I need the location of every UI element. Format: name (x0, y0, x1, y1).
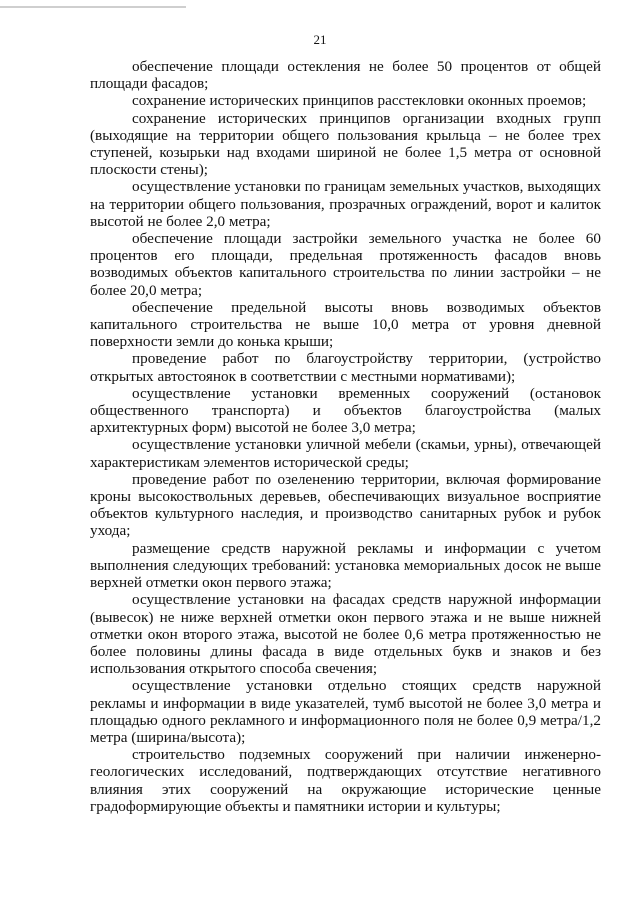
paragraph: обеспечение площади застройки земельного участка не более 60 процентов его площади, предельная протяженность фасадов вновь возводимых объектов капитального строительства по линии застройки – не более 20,0 метра; (90, 230, 601, 299)
top-rule (0, 6, 186, 8)
document-body (90, 58, 601, 815)
paragraph: проведение работ по озеленению территории, включая формирование кроны высокоствольных деревьев, обеспечивающих визуальное восприятие объектов культурного наследия, и производство санитарных рубок и рубок ухода; (90, 470, 601, 540)
paragraph: обеспечение площади остекления не более 50 процентов от общей площади фасадов; (90, 58, 601, 93)
paragraph: осуществление установки отдельно стоящих средств наружной рекламы и информации в виде указателей, тумб высотой не более 3,0 метра и площадью одного рекламного и информационного поля не более 0,9 метра/1,2 метра (ширина/высота); (90, 677, 601, 746)
paragraph: осуществление установки временных сооружений (остановок общественного транспорта) и объектов благоустройства (малых архитектурных форм) высотой не более 3,0 метра; (90, 384, 601, 437)
paragraph: сохранение исторических принципов расстекловки оконных проемов; (132, 92, 587, 110)
paragraph: осуществление установки по границам земельных участков, выходящих на территории общего пользования, прозрачных ограждений, ворот и калиток высотой не более 2,0 метра; (90, 178, 601, 230)
paragraph: размещение средств наружной рекламы и информации с учетом выполнения следующих требований: установка мемориальных досок не выше верхней отметки окон первого этажа; (90, 539, 601, 592)
paragraph: строительство подземных сооружений при наличии инженерно-геологических исследований, подтверждающих отсутствие негативного влияния этих сооружений на окружающие исторические ценные градоформирующие объекты и памятники истории и культуры; (90, 746, 601, 815)
paragraph: обеспечение предельной высоты вновь возводимых объектов капитального строительства не выше 10,0 метра от уровня дневной поверхности земли до конька крыши; (90, 298, 601, 351)
paragraph: осуществление установки уличной мебели (скамьи, урны), отвечающей характеристикам элементов исторической среды; (90, 436, 601, 471)
paragraph: осуществление установки на фасадах средств наружной информации (вывесок) не ниже верхней отметки окон первого этажа и не выше нижней отметки окон второго этажа, высотой не более 0,6 метра протяженностью не более половины длины фасада в виде отдельных букв и знаков и без использования открытого способа свечения; (90, 591, 601, 678)
paragraph: сохранение исторических принципов организации входных групп (выходящие на территории общего пользования крыльца – не более трех ступеней, козырьки над входами шириной не более 1,5 метра от основной плоскости стены); (90, 109, 601, 179)
paragraph: проведение работ по благоустройству территории, (устройство открытых автостоянок в соответствии с местными нормативами); (90, 350, 601, 385)
page-number: 21 (313, 32, 327, 47)
